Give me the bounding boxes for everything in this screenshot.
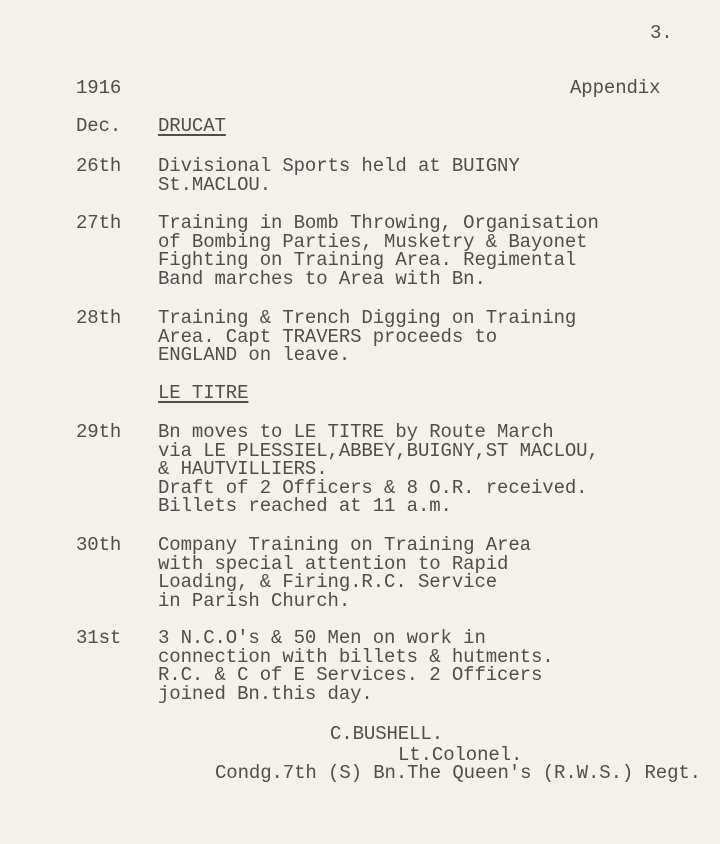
- entry-line: Band marches to Area with Bn.: [158, 267, 486, 290]
- entry-line: R.C. & C of E Services. 2 Officers: [158, 664, 543, 687]
- entry-line: with special attention to Rapid: [158, 552, 509, 575]
- entry-text: [158, 157, 520, 194]
- entry-date: 31st: [76, 627, 122, 649]
- entry-line: Fighting on Training Area. Regimental: [158, 249, 577, 272]
- entry-date: 30th: [76, 534, 122, 556]
- entry-line: St.MACLOU.: [158, 173, 272, 196]
- appendix-label: Appendix: [570, 77, 661, 99]
- entry-line: Company Training on Training Area: [158, 534, 531, 556]
- page-number: 3.: [650, 22, 673, 44]
- entry-line: Training & Trench Digging on Training: [158, 307, 577, 329]
- entry-line: ENGLAND on leave.: [158, 344, 351, 367]
- entry-line: & HAUTVILLIERS.: [158, 458, 328, 481]
- entry-text: [158, 309, 576, 365]
- entry-date: 29th: [76, 421, 122, 443]
- entry-text: [158, 536, 531, 610]
- entry-line: of Bombing Parties, Musketry & Bayonet: [158, 230, 588, 253]
- location-heading: DRUCAT: [158, 115, 226, 137]
- entry-date: 27th: [76, 212, 122, 234]
- entry-text: [158, 214, 599, 288]
- entry-line: Training in Bomb Throwing, Organisation: [158, 212, 599, 234]
- entry-line: Area. Capt TRAVERS proceeds to: [158, 325, 498, 348]
- signature-rank: Lt.Colonel.: [398, 744, 523, 766]
- entry-line: Draft of 2 Officers & 8 O.R. received.: [158, 476, 588, 499]
- entry-line: in Parish Church.: [158, 589, 351, 612]
- entry-text: [158, 629, 554, 703]
- entry-line: Bn moves to LE TITRE by Route March: [158, 421, 554, 443]
- entry-line: Divisional Sports held at BUIGNY: [158, 155, 520, 177]
- signature-unit: Condg.7th (S) Bn.The Queen's (R.W.S.) Regt.: [215, 762, 701, 784]
- month: Dec.: [76, 115, 122, 137]
- entry-line: Loading, & Firing.R.C. Service: [158, 571, 498, 594]
- entry-text: [158, 423, 599, 516]
- signature-name: C.BUSHELL.: [330, 723, 444, 745]
- entry-line: joined Bn.this day.: [158, 682, 373, 705]
- entry-line: connection with billets & hutments.: [158, 645, 554, 668]
- location-heading: LE TITRE: [158, 382, 249, 404]
- year: 1916: [76, 77, 122, 99]
- entry-line: via LE PLESSIEL,ABBEY,BUIGNY,ST MACLOU,: [158, 439, 599, 462]
- entry-line: 3 N.C.O's & 50 Men on work in: [158, 627, 486, 649]
- entry-date: 26th: [76, 155, 122, 177]
- entry-line: Billets reached at 11 a.m.: [158, 495, 452, 518]
- entry-date: 28th: [76, 307, 122, 329]
